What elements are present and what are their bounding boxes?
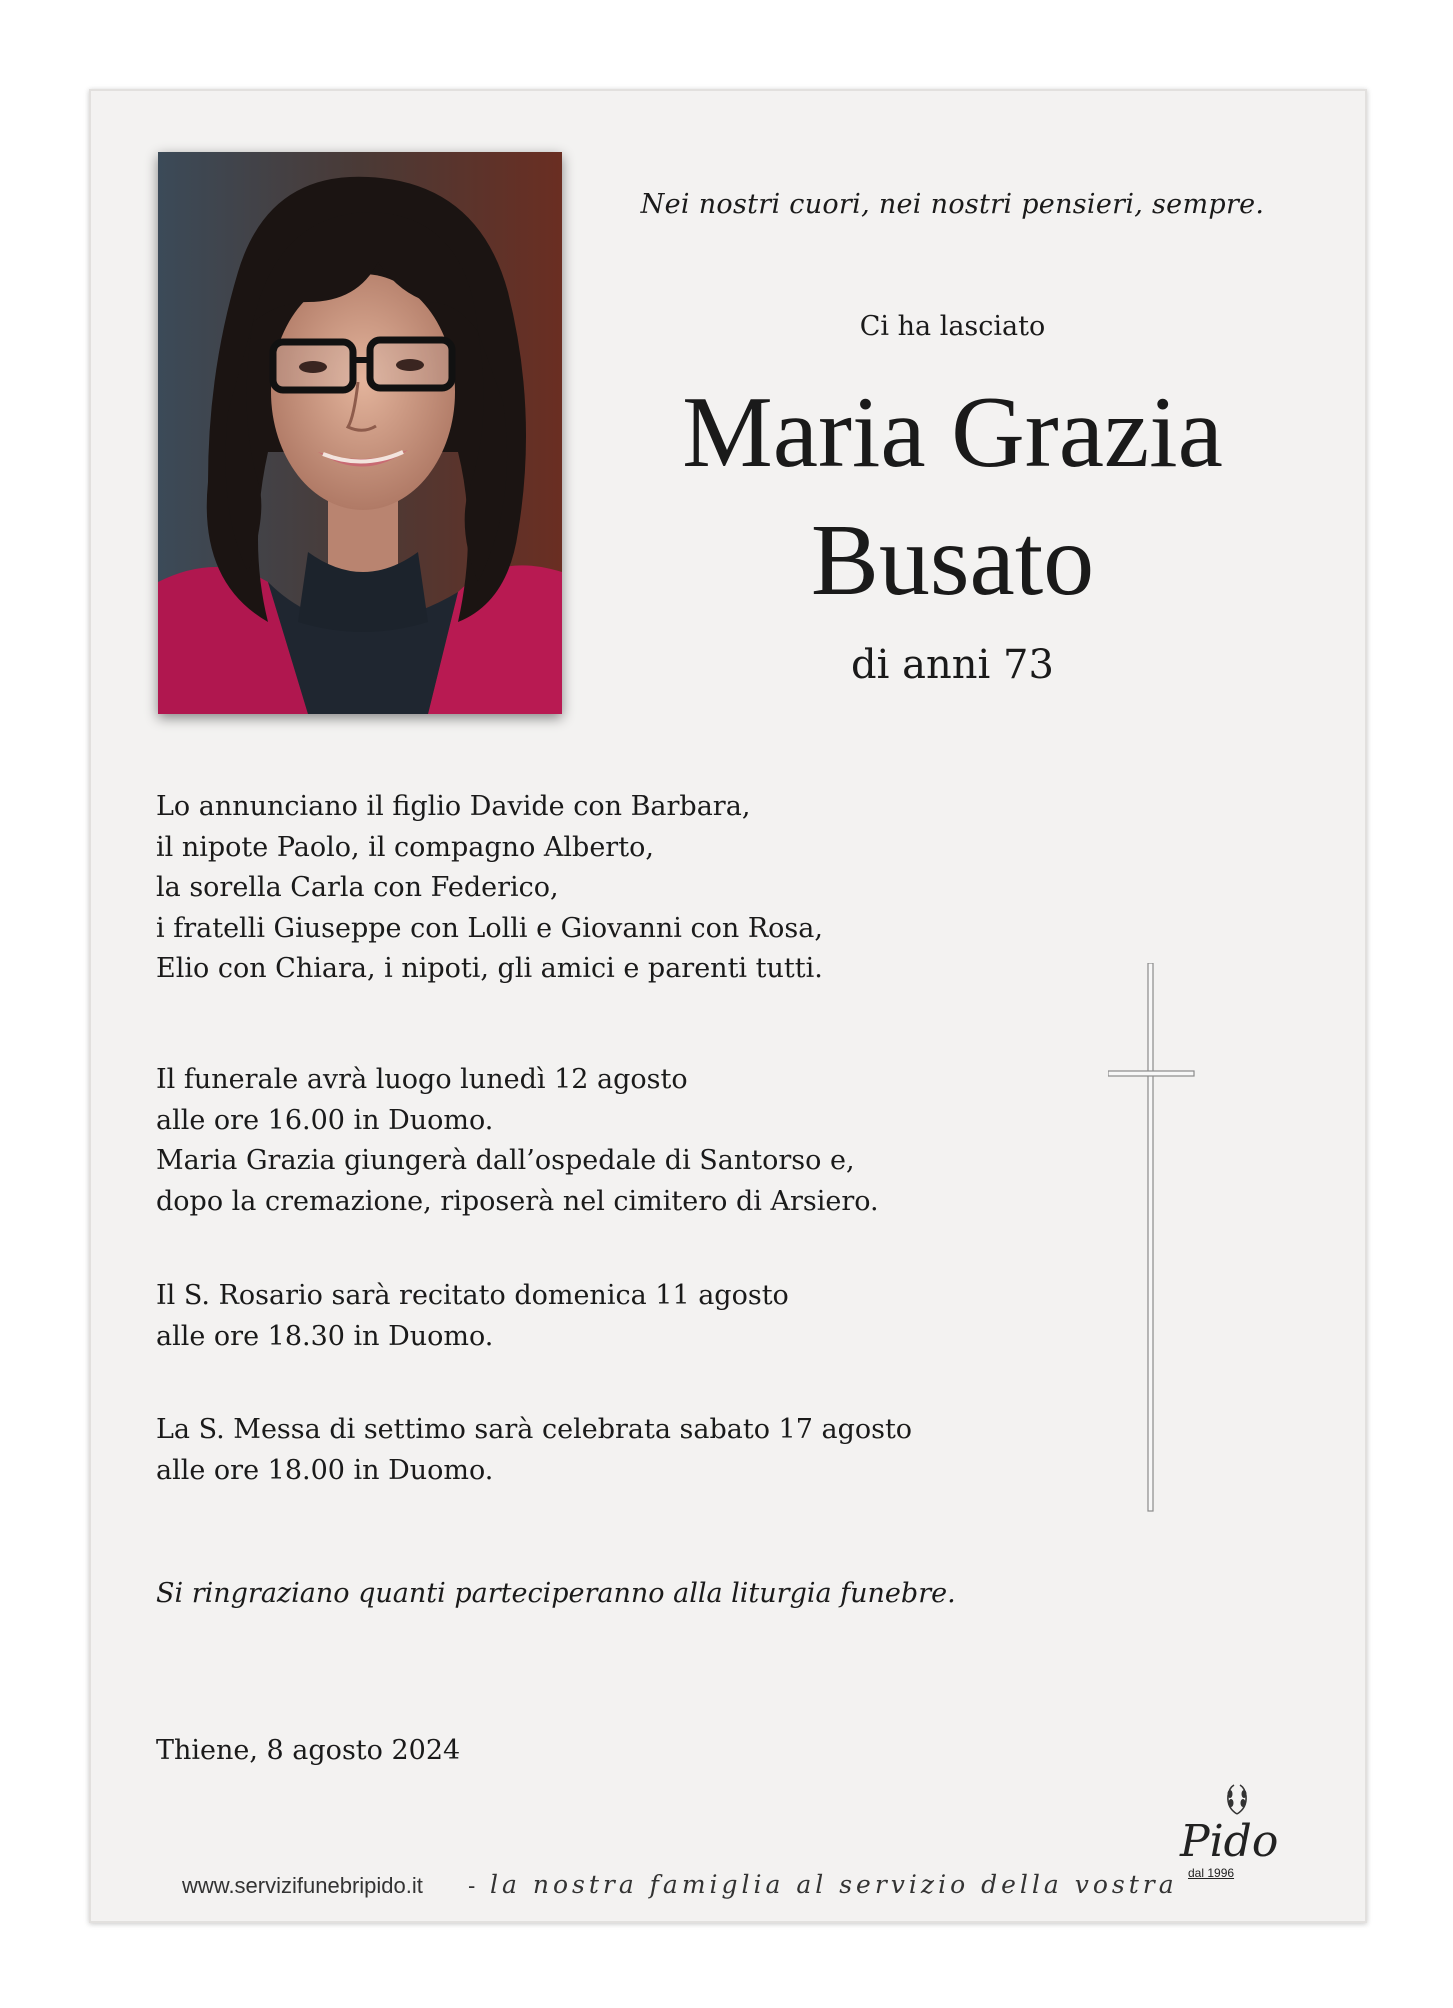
rosary-line: alle ore 18.30 in Duomo. [156,1320,494,1352]
deceased-last-name: Busato [810,504,1095,617]
announcement-line: il nipote Paolo, il compagno Alberto, [156,831,654,863]
deceased-first-name: Maria Grazia [682,376,1223,489]
funeral-paragraph [156,1060,879,1222]
pido-logo [1180,1782,1310,1880]
funeral-line: alle ore 16.00 in Duomo. [156,1104,494,1136]
intro-text: Ci ha lasciato [859,311,1046,342]
place-date: Thiene, 8 agosto 2024 [156,1735,461,1766]
logo-since: dal 1996 [1188,1866,1235,1880]
mass-line: alle ore 18.00 in Duomo. [156,1454,494,1486]
footer-motto: la nostra famiglia al servizio della vostra [490,1870,1178,1899]
memorial-quote: Nei nostri cuori, nei nostri pensieri, sempre. [640,189,1265,220]
wreath-icon [1224,1782,1250,1816]
rosary-line: Il S. Rosario sarà recitato domenica 11 agosto [156,1280,789,1311]
funeral-line: dopo la cremazione, riposerà nel cimitero di Arsiero. [156,1185,879,1217]
funeral-line: Maria Grazia giungerà dall’ospedale di Santorso e, [156,1145,855,1176]
rosary-paragraph [156,1276,789,1357]
cross-icon [1108,963,1198,1517]
logo-name: Pido [1180,1816,1279,1867]
deceased-age: di anni 73 [851,642,1054,688]
announcement-line: Elio con Chiara, i nipoti, gli amici e parenti tutti. [156,953,823,984]
funeral-line: Il funerale avrà luogo lunedì 12 agosto [156,1064,688,1095]
mass-paragraph [156,1410,912,1491]
mass-line: La S. Messa di settimo sarà celebrata sabato 17 agosto [156,1414,913,1445]
footer-separator: - [468,1873,476,1898]
announcement-line: i fratelli Giuseppe con Lolli e Giovanni con Rosa, [156,912,823,944]
portrait-photo [158,152,562,714]
thanks-text: Si ringraziano quanti parteciperanno alla liturgia funebre. [156,1578,956,1609]
footer-url: www.servizifunebripido.it [182,1873,423,1898]
announcement-paragraph [156,787,823,990]
announcement-line: la sorella Carla con Federico, [156,872,559,903]
announcement-line: Lo annunciano il figlio Davide con Barbara, [156,791,751,822]
